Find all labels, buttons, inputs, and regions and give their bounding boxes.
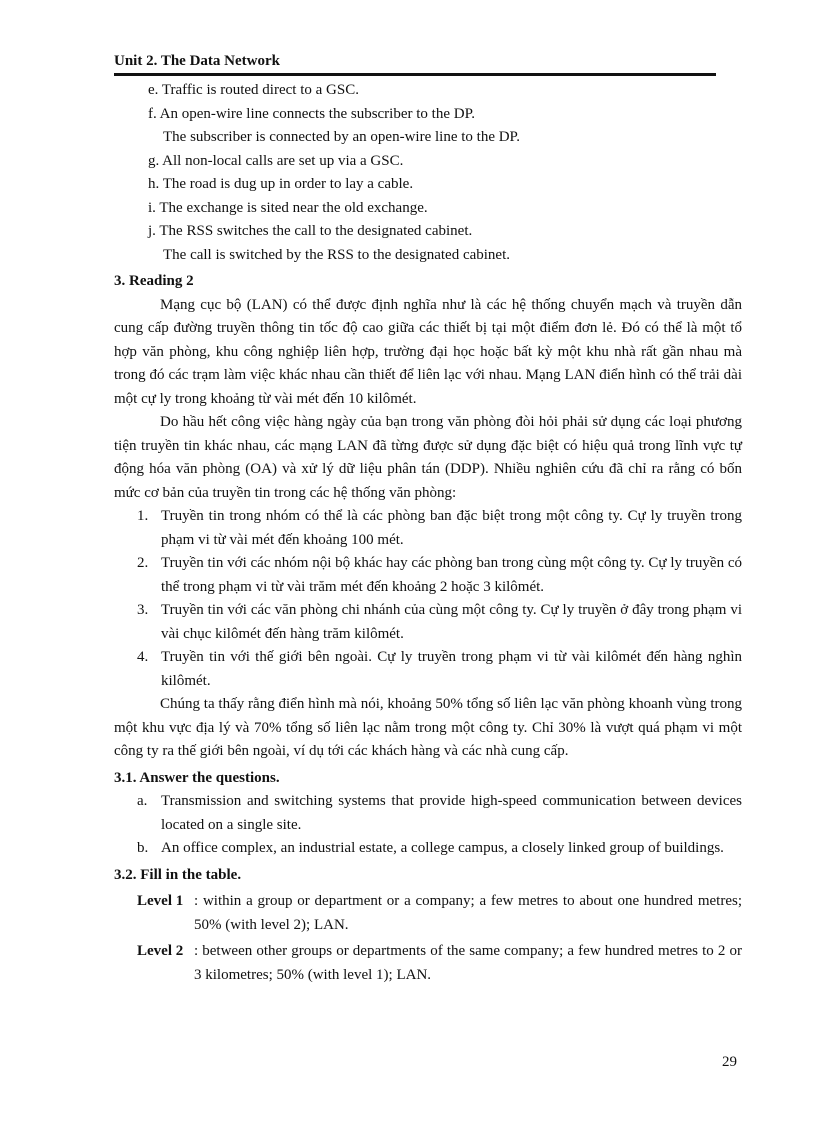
- answer-text: Transmission and switching systems that provide high-speed communication between devices located on a single site.: [161, 793, 742, 833]
- list-item: [114, 646, 742, 693]
- answer-item-b: [114, 837, 742, 861]
- exercise-item-j: j. The RSS switches the call to the designated cabinet.: [148, 223, 473, 239]
- unit-header: Unit 2. The Data Network: [114, 53, 280, 69]
- list-number: 1.: [137, 508, 149, 524]
- list-item: [114, 505, 742, 552]
- level-label: Level 1: [137, 893, 184, 909]
- page-number: 29: [722, 1054, 737, 1070]
- answer-item-a: [114, 790, 742, 837]
- reading-paragraph-1: Mạng cục bộ (LAN) có thể được định nghĩa như là các hệ thống chuyển mạch và truyền dẫn cung cấp đường truyền thông tin tốc độ cao giữa các thiết bị tại một điểm đơn lẻ. Đó có thể là một tổ hợp văn phòng, khu công nghiệp liên hợp, trường đại học hoặc bất kỳ một khu nhà rất gần nhau mà trong đó các trạm làm việc khác nhau cần thiết để liên lạc với nhau. Mạng LAN điển hình có thể trải dài một cự ly trong khoảng từ vài mét đến 10 kilômét.: [114, 296, 742, 407]
- answer-text: An office complex, an industrial estate, a college campus, a closely linked group of buildings.: [161, 840, 724, 856]
- answers-heading: 3.1. Answer the questions.: [114, 769, 280, 786]
- exercise-item-i: i. The exchange is sited near the old exchange.: [148, 199, 428, 216]
- header-rule: [114, 73, 716, 76]
- list-text: Truyền tin trong nhóm có thể là các phòng ban đặc biệt trong một công ty. Cự ly truyền trong phạm vi từ vài mét đến khoảng 100 mét.: [161, 508, 742, 548]
- list-text: Truyền tin với thế giới bên ngoài. Cự ly truyền trong phạm vi từ vài kilômét đến hàng nghìn kilômét.: [161, 649, 742, 689]
- reading-paragraph-2: Do hầu hết công việc hàng ngày của bạn trong văn phòng đòi hỏi phải sử dụng các loại phương tiện truyền tin khác nhau, các mạng LAN đã từng được sử dụng đặc biệt có hiệu quả trong lĩnh vực tự động hóa văn phòng (OA) và xử lý dữ liệu phân tán (DDP). Nhiều nghiên cứu đã chỉ ra rằng có bốn mức cơ bản của truyền tin trong các hệ thống văn phòng:: [114, 414, 742, 501]
- answer-label: b.: [137, 840, 149, 856]
- answer-label: a.: [137, 793, 148, 809]
- reading-list: [114, 505, 742, 693]
- exercise-item-j-answer: The call is switched by the RSS to the designated cabinet.: [163, 246, 511, 263]
- page-content: [114, 79, 742, 987]
- level-text: : between other groups or departments of the same company; a few hundred metres to 2 or 3 kilometres; 50% (with level 1); LAN.: [194, 943, 742, 983]
- level-1-entry: [114, 890, 742, 937]
- list-number: 2.: [137, 555, 149, 571]
- exercise-item-h: h. The road is dug up in order to lay a cable.: [148, 176, 414, 192]
- list-text: Truyền tin với các văn phòng chi nhánh của cùng một công ty. Cự ly truyền ở đây trong phạm vi vài chục kilômét đến hàng trăm kilômét.: [161, 602, 742, 642]
- reading-paragraph-3: Chúng ta thấy rằng điển hình mà nói, khoảng 50% tổng số liên lạc văn phòng khoanh vùng trong một khu vực địa lý và 70% tổng số liên lạc nằm trong một công ty. Chỉ 30% là vượt quá phạm vi một công ty ra thế giới bên ngoài, ví dụ tới các khách hàng và các nhà cung cấp.: [114, 696, 742, 759]
- list-number: 3.: [137, 602, 149, 618]
- level-label: Level 2: [137, 943, 184, 959]
- reading-heading: 3. Reading 2: [114, 273, 194, 289]
- fill-table-heading: 3.2. Fill in the table.: [114, 866, 242, 883]
- list-item: [114, 552, 742, 599]
- list-number: 4.: [137, 649, 149, 665]
- exercise-item-f-answer: The subscriber is connected by an open-wire line to the DP.: [163, 129, 520, 145]
- level-text: : within a group or department or a company; a few metres to about one hundred metres; 50% (with level 2); LAN.: [194, 893, 742, 933]
- level-2-entry: [114, 940, 742, 987]
- exercise-item-f: f. An open-wire line connects the subscriber to the DP.: [148, 105, 476, 122]
- list-text: Truyền tin với các nhóm nội bộ khác hay các phòng ban trong cùng một công ty. Cự ly truyền có thể trong phạm vi từ vài trăm mét đến khoảng 2 hoặc 3 kilômét.: [161, 555, 742, 595]
- exercise-item-e: e. Traffic is routed direct to a GSC.: [148, 82, 359, 98]
- exercise-item-g: g. All non-local calls are set up via a GSC.: [148, 152, 404, 169]
- list-item: [114, 599, 742, 646]
